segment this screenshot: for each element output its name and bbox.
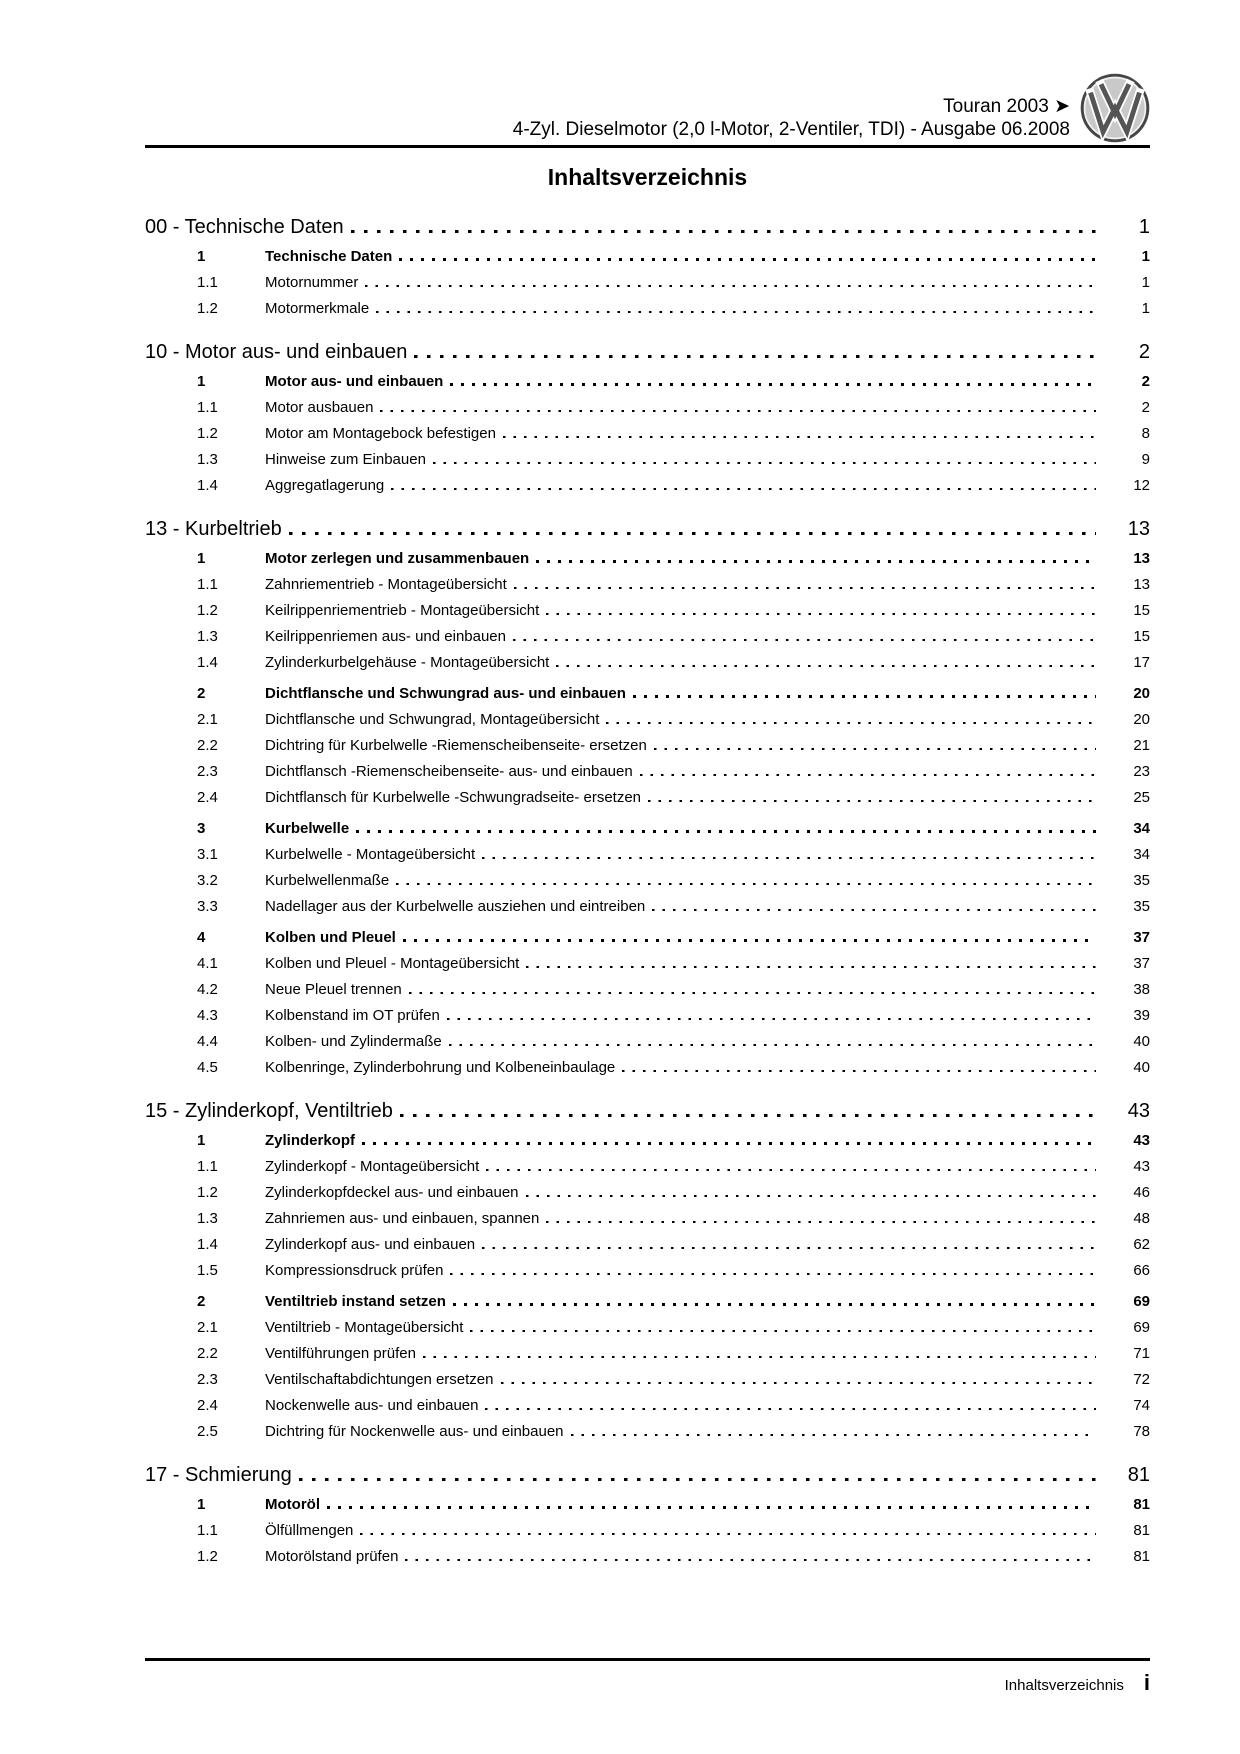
toc-section-label: 15 - Zylinderkopf, Ventiltrieb [145,1100,393,1122]
toc-entry-row [145,1258,1150,1284]
footer-section-label: Inhaltsverzeichnis [1004,1677,1124,1694]
toc-entry-page-number: 35 [1133,898,1150,915]
toc-entry-number: 2.3 [197,763,218,780]
toc-entry-title: Zahnriemen aus- und einbauen, spannen [265,1210,540,1227]
footer-text [145,1670,1150,1696]
toc-entry-title: Kurbelwelle - Montageübersicht [265,846,476,863]
toc-entry-title: Dichtring für Kurbelwelle -Riemenscheibenseite- ersetzen [265,737,647,754]
toc-section-label: 00 - Technische Daten [145,216,344,238]
dot-leader [501,1382,1097,1385]
toc-entry-page-number: 38 [1133,981,1150,998]
toc-entry-title: Motorölstand prüfen [265,1548,399,1565]
dot-leader [622,1070,1096,1073]
toc-entry-title: Dichtflansche und Schwungrad, Montageübersicht [265,711,600,728]
dot-leader [405,1559,1096,1562]
toc-entry-title: Motoröl [265,1496,320,1513]
toc-entry-row [145,1003,1150,1029]
toc-entry-row [145,395,1150,421]
toc-entry-title: Kolben und Pleuel - Montageübersicht [265,955,520,972]
dot-leader [450,1273,1096,1276]
toc-entry-number: 1.4 [197,477,218,494]
dot-leader [536,560,1096,563]
toc-entry-title: Motor am Montagebock befestigen [265,425,496,442]
toc-entry-page-number: 20 [1133,685,1150,702]
toc-entry-title: Aggregatlagerung [265,477,385,494]
toc-entry-number: 1.2 [197,602,218,619]
toc-entry-number: 3.2 [197,872,218,889]
toc-section [145,1464,1150,1570]
toc-entry-number: 1.3 [197,628,218,645]
toc-entry-page-number: 35 [1133,872,1150,889]
toc-entry-title: Zylinderkopf [265,1132,356,1149]
toc-entry-page-number: 81 [1133,1496,1150,1513]
page-title: Inhaltsverzeichnis [547,164,748,190]
dot-leader [409,992,1096,995]
dot-leader [414,355,1096,358]
dot-leader [299,1478,1096,1481]
page-header [145,73,1150,148]
dot-leader [556,665,1096,668]
toc-entry-number: 1.1 [197,274,218,291]
dot-leader [453,1303,1096,1306]
toc-entry-page-number: 74 [1133,1397,1150,1414]
toc-entry-title: Motornummer [265,274,359,291]
toc-entry-row [145,1029,1150,1055]
dot-leader [365,285,1096,288]
toc-section [145,518,1150,1081]
dot-leader [526,966,1096,969]
toc-entry-number: 1.1 [197,1522,218,1539]
toc-entry-title: Neue Pleuel trennen [265,981,402,998]
toc-entry-page-number: 72 [1133,1371,1150,1388]
toc-entry-number: 1 [197,248,206,265]
header-row [145,73,1150,143]
toc-entry-page-number: 43 [1133,1132,1150,1149]
toc-entry-row [145,1367,1150,1393]
dot-leader [606,722,1096,725]
toc-entry-number: 2.1 [197,711,218,728]
dot-leader [450,383,1096,386]
footer-page-number: i [1143,1670,1150,1695]
toc-entry-page-number: 2 [1141,399,1150,416]
toc-entry-page-number: 1 [1141,248,1150,265]
toc-entry-page-number: 21 [1133,737,1150,754]
toc-entry-number: 4.1 [197,955,218,972]
toc-entry-page-number: 37 [1133,955,1150,972]
toc-entry-row [145,1232,1150,1258]
toc-section-header-row [145,1100,1150,1123]
dot-leader [391,488,1096,491]
toc-entry-row [145,421,1150,447]
toc-entry-row [145,1180,1150,1206]
header-divider [145,145,1150,148]
dot-leader [380,410,1096,413]
toc-entry-row [145,759,1150,785]
toc-entry-page-number: 46 [1133,1184,1150,1201]
toc-entry-page-number: 8 [1141,425,1150,442]
toc-entry-title: Motor zerlegen und zusammenbauen [265,550,530,567]
toc-entry-row [145,842,1150,868]
toc-section-page-number: 43 [1127,1100,1150,1122]
toc-entry-title: Dichtflansch für Kurbelwelle -Schwungradseite- ersetzen [265,789,642,806]
toc-entry-number: 1.4 [197,1236,218,1253]
dot-leader [423,1356,1096,1359]
vw-logo-icon [1080,73,1150,143]
toc-entry-page-number: 13 [1133,550,1150,567]
toc-entry-row [145,598,1150,624]
dot-leader [449,1044,1096,1047]
toc-entry-row [145,785,1150,811]
toc-section [145,216,1150,322]
toc-section-header-row [145,1464,1150,1487]
toc-entry-page-number: 2 [1141,373,1150,390]
toc-entry-title: Motor aus- und einbauen [265,373,444,390]
toc-entry-title: Kolben- und Zylindermaße [265,1033,442,1050]
dot-leader [396,883,1096,886]
dot-leader [485,1408,1096,1411]
toc-entry-number: 1 [197,1132,206,1149]
toc-section-label: 10 - Motor aus- und einbauen [145,341,408,363]
toc-entry-title: Zylinderkopf - Montageübersicht [265,1158,480,1175]
toc-entry-title: Dichtflansche und Schwungrad aus- und einbauen [265,685,626,702]
toc-entry-row [145,244,1150,270]
toc-section-header-row [145,216,1150,239]
toc-entry-title: Kolbenringe, Zylinderbohrung und Kolbeneinbaulage [265,1059,616,1076]
toc-entry-page-number: 1 [1141,300,1150,317]
dot-leader [400,1114,1096,1117]
dot-leader [652,909,1096,912]
toc-entry-page-number: 37 [1133,929,1150,946]
toc-entry-title: Hinweise zum Einbauen [265,451,426,468]
toc-entry-title: Ventiltrieb instand setzen [265,1293,446,1310]
toc-entry-page-number: 34 [1133,820,1150,837]
toc-section [145,1100,1150,1445]
toc-entry-page-number: 69 [1133,1293,1150,1310]
toc-entry-number: 4.2 [197,981,218,998]
toc-section-header-row [145,341,1150,364]
toc-entry-page-number: 48 [1133,1210,1150,1227]
toc-entry-number: 4.4 [197,1033,218,1050]
toc-entry-row [145,1419,1150,1445]
toc-entry-row [145,572,1150,598]
toc-entry-page-number: 1 [1141,274,1150,291]
toc-entry-title: Keilrippenriementrieb - Montageübersicht [265,602,540,619]
toc-entry-number: 2.4 [197,1397,218,1414]
toc-entry-number: 2.2 [197,737,218,754]
toc-entry-row [145,546,1150,572]
toc-entry-page-number: 15 [1133,628,1150,645]
toc-entry-row [145,816,1150,842]
toc-entry-row [145,624,1150,650]
toc-section-label: 17 - Schmierung [145,1464,292,1486]
toc-entry-page-number: 13 [1133,576,1150,593]
toc-entry-number: 1.1 [197,1158,218,1175]
dot-leader [546,1221,1096,1224]
toc-entry-number: 1.2 [197,300,218,317]
toc-entry-row [145,1518,1150,1544]
toc-entry-number: 1.2 [197,425,218,442]
toc-entry-page-number: 9 [1141,451,1150,468]
toc-section-header-row [145,518,1150,541]
dot-leader [433,462,1096,465]
toc-entry-row [145,270,1150,296]
toc-entry-row [145,951,1150,977]
dot-leader [362,1142,1096,1145]
toc-entry-row [145,1055,1150,1081]
toc-entry-row [145,1206,1150,1232]
toc-entry-number: 1.1 [197,399,218,416]
toc-entry-row [145,1154,1150,1180]
toc-entry-number: 1 [197,373,206,390]
dot-leader [399,258,1096,261]
toc-entry-number: 2.5 [197,1423,218,1440]
dot-leader [526,1195,1097,1198]
toc-entry-page-number: 34 [1133,846,1150,863]
toc-section-page-number: 2 [1138,341,1150,363]
dot-leader [470,1330,1096,1333]
dot-leader [654,748,1096,751]
toc-entry-number: 2 [197,685,206,702]
toc-entry-number: 3.3 [197,898,218,915]
toc-entry-row [145,733,1150,759]
toc-entry-row [145,473,1150,499]
toc-entry-title: Dichtring für Nockenwelle aus- und einbauen [265,1423,564,1440]
toc-entry-title: Zylinderkopfdeckel aus- und einbauen [265,1184,519,1201]
toc-entry-page-number: 81 [1133,1522,1150,1539]
dot-leader [356,830,1096,833]
toc-entry-number: 2.3 [197,1371,218,1388]
toc-entry-title: Zylinderkopf aus- und einbauen [265,1236,476,1253]
toc-entry-row [145,296,1150,322]
toc-entry-title: Ventilführungen prüfen [265,1345,416,1362]
dot-leader [447,1018,1096,1021]
toc-entry-title: Kompressionsdruck prüfen [265,1262,444,1279]
toc-entry-page-number: 20 [1133,711,1150,728]
toc-entry-title: Motormerkmale [265,300,370,317]
toc-entry-page-number: 40 [1133,1059,1150,1076]
toc-entry-title: Kurbelwellenmaße [265,872,390,889]
toc-entry-page-number: 81 [1133,1548,1150,1565]
toc-entry-number: 1.5 [197,1262,218,1279]
toc-entry-title: Ventiltrieb - Montageübersicht [265,1319,464,1336]
toc-entry-page-number: 39 [1133,1007,1150,1024]
toc-entry-title: Motor ausbauen [265,399,374,416]
dot-leader [640,774,1096,777]
toc-entry-page-number: 25 [1133,789,1150,806]
toc-entry-row [145,369,1150,395]
toc-section-page-number: 13 [1127,518,1150,540]
toc-entry-page-number: 40 [1133,1033,1150,1050]
toc-entry-number: 1 [197,550,206,567]
toc-entry-number: 1.1 [197,576,218,593]
dot-leader [513,639,1096,642]
dot-leader [633,695,1096,698]
toc-entry-number: 1.3 [197,451,218,468]
toc-entry-row [145,1341,1150,1367]
toc-entry-page-number: 12 [1133,477,1150,494]
toc-entry-page-number: 66 [1133,1262,1150,1279]
toc-entry-page-number: 43 [1133,1158,1150,1175]
toc-entry-title: Technische Daten [265,248,393,265]
table-of-contents [145,197,1150,1570]
toc-entry-page-number: 15 [1133,602,1150,619]
toc-entry-row [145,447,1150,473]
toc-entry-number: 2.1 [197,1319,218,1336]
dot-leader [546,613,1096,616]
toc-entry-row [145,1315,1150,1341]
toc-entry-title: Zylinderkurbelgehäuse - Montageübersicht [265,654,550,671]
toc-entry-page-number: 62 [1133,1236,1150,1253]
toc-entry-title: Keilrippenriemen aus- und einbauen [265,628,506,645]
toc-entry-number: 2.4 [197,789,218,806]
toc-entry-title: Dichtflansch -Riemenscheibenseite- aus- und einbauen [265,763,633,780]
toc-entry-title: Zahnriementrieb - Montageübersicht [265,576,507,593]
toc-entry-page-number: 69 [1133,1319,1150,1336]
toc-entry-row [145,925,1150,951]
toc-entry-row [145,1492,1150,1518]
toc-entry-number: 1.2 [197,1184,218,1201]
toc-entry-title: Kolbenstand im OT prüfen [265,1007,440,1024]
toc-section-page-number: 81 [1127,1464,1150,1486]
toc-entry-page-number: 23 [1133,763,1150,780]
dot-leader [351,230,1096,233]
dot-leader [571,1434,1096,1437]
dot-leader [648,800,1096,803]
toc-section [145,341,1150,499]
dot-leader [360,1533,1096,1536]
dot-leader [482,857,1096,860]
toc-entry-number: 3 [197,820,206,837]
header-text [145,95,1080,143]
toc-entry-title: Ölfüllmengen [265,1522,354,1539]
toc-entry-number: 4.5 [197,1059,218,1076]
dot-leader [503,436,1096,439]
toc-entry-page-number: 71 [1133,1345,1150,1362]
toc-section-label: 13 - Kurbeltrieb [145,518,282,540]
toc-entry-number: 1 [197,1496,206,1513]
dot-leader [403,939,1096,942]
dot-leader [327,1506,1096,1509]
toc-entry-row [145,1544,1150,1570]
dot-leader [289,532,1096,535]
toc-entry-row [145,1289,1150,1315]
toc-entry-number: 1.3 [197,1210,218,1227]
toc-entry-row [145,650,1150,676]
toc-section-page-number: 1 [1138,216,1150,238]
toc-entry-title: Kolben und Pleuel [265,929,396,946]
toc-entry-number: 2.2 [197,1345,218,1362]
dot-leader [514,587,1096,590]
toc-entry-title: Kurbelwelle [265,820,350,837]
toc-entry-page-number: 78 [1133,1423,1150,1440]
toc-entry-title: Ventilschaftabdichtungen ersetzen [265,1371,494,1388]
toc-entry-row [145,1393,1150,1419]
toc-entry-row [145,1128,1150,1154]
toc-entry-number: 1.4 [197,654,218,671]
toc-entry-number: 4 [197,929,206,946]
header-model-line: Touran 2003 ➤ [943,96,1070,117]
dot-leader [486,1169,1096,1172]
toc-entry-page-number: 17 [1133,654,1150,671]
page-footer [145,1658,1150,1696]
toc-entry-number: 2 [197,1293,206,1310]
toc-entry-number: 4.3 [197,1007,218,1024]
toc-entry-row [145,894,1150,920]
toc-entry-row [145,681,1150,707]
toc-entry-row [145,977,1150,1003]
header-subtitle-line: 4-Zyl. Dieselmotor (2,0 l-Motor, 2-Ventiler, TDI) - Ausgabe 06.2008 [512,119,1070,140]
dot-leader [482,1247,1096,1250]
toc-entry-title: Nadellager aus der Kurbelwelle ausziehen und eintreiben [265,898,646,915]
footer-divider [145,1658,1150,1661]
dot-leader [376,311,1096,314]
toc-entry-number: 1.2 [197,1548,218,1565]
toc-entry-title: Nockenwelle aus- und einbauen [265,1397,479,1414]
toc-entry-row [145,868,1150,894]
toc-entry-number: 3.1 [197,846,218,863]
toc-entry-row [145,707,1150,733]
